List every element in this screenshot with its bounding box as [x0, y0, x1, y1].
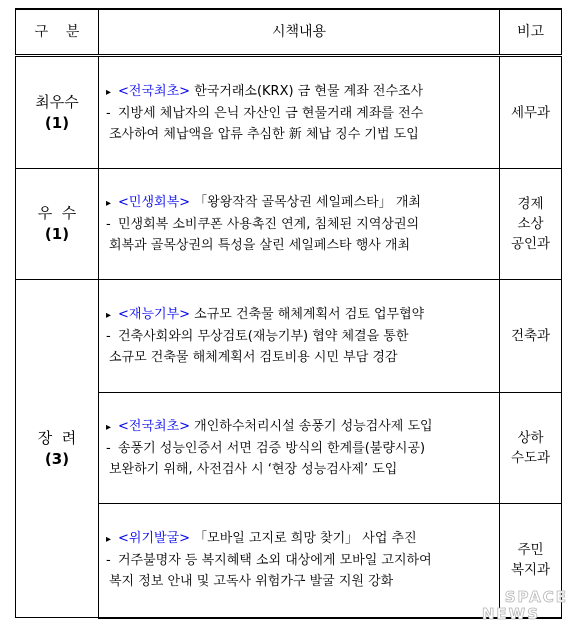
policy-title-line — [106, 304, 493, 326]
svg-text:NEWS: NEWS — [481, 605, 540, 621]
dept-line-3: 공인과 — [510, 236, 551, 252]
policy-title: 소규모 건축물 해체계획서 검토 업무협약 — [190, 307, 425, 322]
policy-title-line — [106, 528, 493, 550]
grade-cell — [16, 169, 99, 280]
bullet-arrow-icon: ▸ — [106, 86, 112, 98]
policy-desc-2: 복지 정보 안내 및 고독사 위험가구 발굴 지원 강화 — [109, 574, 394, 590]
grade-label: 우 수 — [37, 204, 77, 222]
table-row — [16, 169, 562, 280]
policy-desc-2: 소규모 건축물 해체계획서 검토비용 시민 부담 경감 — [109, 350, 398, 365]
policy-title-line — [106, 192, 493, 214]
header-policy-content: 시책내용 — [99, 9, 500, 56]
dash-icon: - — [106, 329, 111, 344]
policy-desc-line — [106, 214, 493, 235]
policy-cell — [99, 169, 500, 280]
dept-line-1: 상하 — [517, 430, 544, 446]
grade-count: (1) — [44, 225, 70, 243]
dept-line-2: 복지과 — [510, 562, 551, 579]
policy-title-line — [106, 416, 493, 438]
policy-desc-line — [106, 103, 493, 124]
grade-label: 장 려 — [37, 428, 77, 447]
grade-label: 최우수 — [35, 92, 79, 111]
policy-cell — [99, 280, 500, 393]
grade-cell — [16, 280, 99, 618]
dash-icon: - — [106, 105, 111, 121]
table-header-row — [16, 9, 562, 56]
header-remarks: 비고 — [500, 9, 562, 56]
dept-line-2: 소상 — [517, 216, 544, 232]
policy-desc-1: 민생회복 소비쿠폰 사용촉진 연계, 침체된 지역상권의 — [118, 217, 420, 232]
policy-desc-1: 지방세 체납자의 은닉 자산인 금 현물거래 계좌를 전수 — [118, 105, 424, 121]
table-row — [16, 280, 562, 393]
policy-tag: <재능기부> — [118, 307, 191, 322]
policy-desc-1: 거주불명자 등 복지혜택 소외 대상에게 모바일 고지하여 — [118, 553, 432, 569]
policy-title: 「왕왕작작 골목상권 세일페스타」 개최 — [190, 195, 421, 210]
policy-tag: <전국최초> — [118, 83, 191, 99]
policy-title: 「모바일 고지로 희망 찾기」 사업 추진 — [190, 531, 417, 547]
grade-count: (1) — [44, 113, 70, 132]
grade-cell — [16, 56, 99, 169]
policy-desc-line — [106, 550, 493, 571]
policy-desc-line — [106, 326, 493, 347]
table-row — [16, 56, 562, 169]
dept-cell — [500, 280, 562, 393]
bullet-arrow-icon: ▸ — [106, 310, 112, 321]
award-table-container — [15, 8, 560, 619]
grade-count: (3) — [44, 449, 70, 468]
policy-tag: <전국최초> — [118, 419, 191, 434]
dept-cell — [500, 169, 562, 280]
dept-line-2: 수도과 — [510, 450, 551, 466]
header-category: 구 분 — [16, 9, 99, 56]
dept-line-1: 건축과 — [510, 328, 551, 344]
policy-desc-2: 보완하기 위해, 사전검사 시 ‘현장 성능검사제’ 도입 — [109, 462, 398, 477]
policy-title-line — [106, 81, 493, 103]
dept-line-1: 주민 — [517, 542, 544, 559]
dept-line-1: 세무과 — [510, 104, 551, 121]
bullet-arrow-icon: ▸ — [106, 534, 112, 546]
policy-desc-2: 회복과 골목상권의 특성을 살린 세일페스타 행사 개최 — [109, 238, 411, 253]
award-table — [15, 8, 562, 619]
policy-cell — [99, 393, 500, 504]
dept-line-1: 경제 — [517, 196, 544, 212]
policy-title: 개인하수처리시설 송풍기 성능검사제 도입 — [190, 419, 433, 434]
svg-text:SPACE: SPACE — [504, 588, 568, 606]
dash-icon: - — [106, 441, 111, 456]
policy-tag: <위기발굴> — [118, 531, 191, 547]
bullet-arrow-icon: ▸ — [106, 198, 112, 209]
policy-title: 한국거래소(KRX) 금 현물 계좌 전수조사 — [190, 83, 424, 99]
dash-icon: - — [106, 553, 111, 569]
watermark-logo — [420, 587, 570, 621]
dept-cell — [500, 393, 562, 504]
policy-desc-line — [106, 438, 493, 459]
policy-tag: <민생회복> — [118, 195, 191, 210]
policy-cell — [99, 56, 500, 169]
policy-desc-1: 건축사회와의 무상검토(재능기부) 협약 체결을 통한 — [118, 329, 409, 344]
dash-icon: - — [106, 217, 111, 232]
policy-desc-2: 조사하여 체납액을 압류 추심한 新 체납 징수 기법 도입 — [109, 126, 419, 142]
dept-cell — [500, 56, 562, 169]
bullet-arrow-icon: ▸ — [106, 422, 112, 433]
policy-desc-1: 송풍기 성능인증서 서면 검증 방식의 한계를(불량시공) — [118, 441, 426, 456]
